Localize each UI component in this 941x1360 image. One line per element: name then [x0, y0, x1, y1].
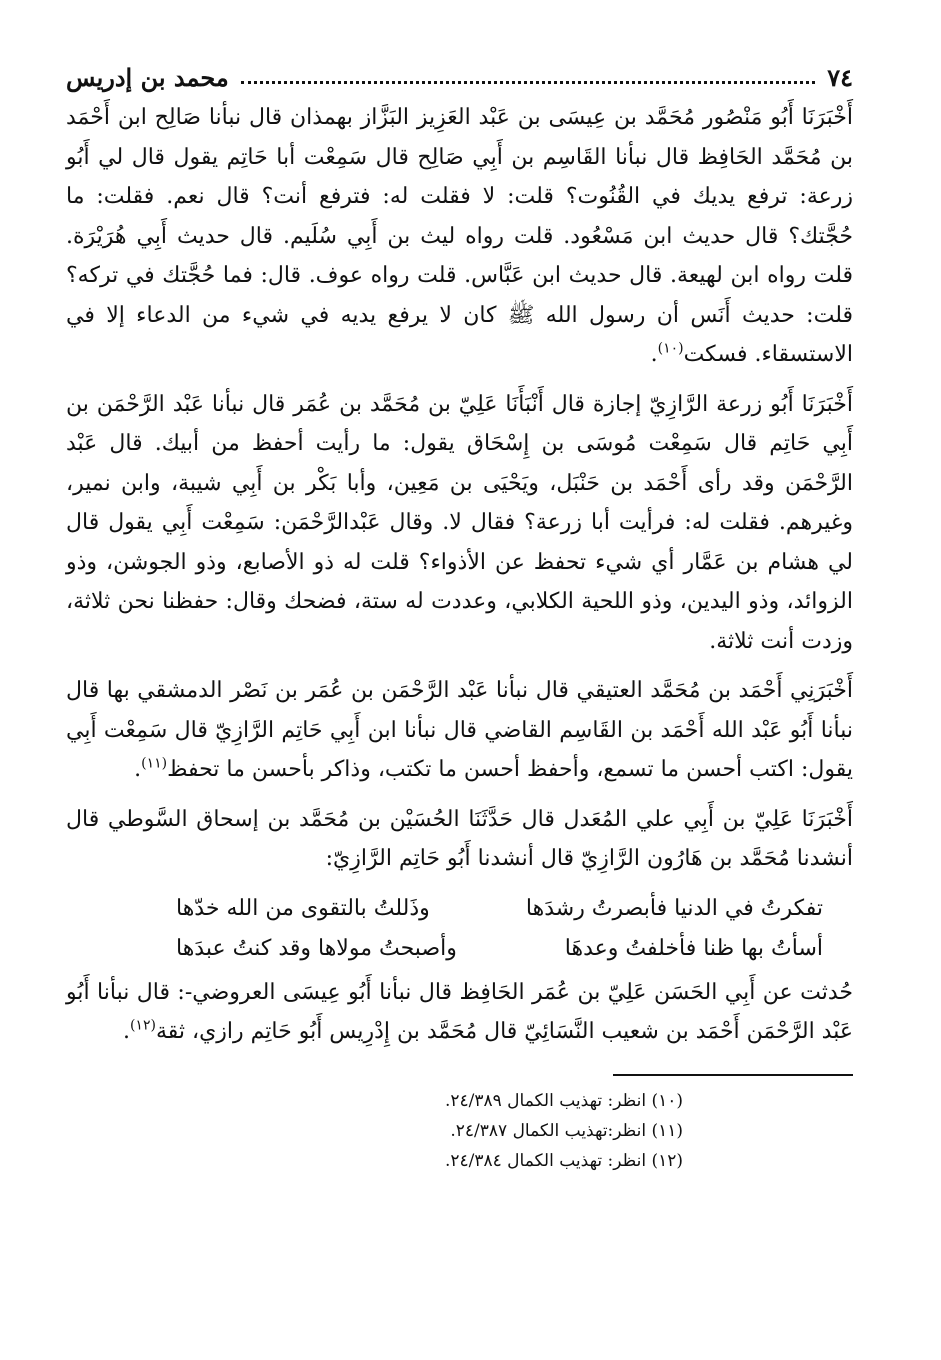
footnote-11: (١١) انظر:تهذيب الكمال ٢٤/٣٨٧. — [450, 1120, 683, 1141]
verse-second-hemistich: وأصبحتُ مولاها وقد كنتُ عبدَها — [176, 935, 457, 961]
footnote-10: (١٠) انظر: تهذيب الكمال ٢٤/٣٨٩. — [444, 1090, 683, 1111]
paragraph-end: . — [650, 342, 658, 367]
verse-first-hemistich: أسأتُ بها ظنا فأخلفتُ وعدهَا — [564, 935, 823, 961]
paragraph-text: أَخْبَرَنَا أَبُو مَنْصُور مُحَمَّد بن عِيسَى بن عَبْد العَزِيز البَزَّاز بهمذان قال نبأنا صَالِح ابن أَحْمَد بن مُحَمَّد الحَافِظ قال نبأنا القَاسِم بن أَبِي صَالِح قال سَمِعْت أبا حَاتِم يقول قال لي أَبُو زرعة: ترفع يديك في القُنُوت؟ قلت: لا فقلت له: فترفع أنت؟ قال نعم. فقلت: ما حُجَّتك؟ قال حديث ابن مَسْعُود. قلت رواه ليث بن أَبِي سُلَيم. قال حديث أَبِي هُرَيْرَة. قلت رواه ابن لهيعة. قال حديث ابن عَبَّاس. قلت رواه عوف. قال: فما حُجَّتك في تركه؟ قلت: حديث أَنَس أن رسول الله ﷺ كان لا يرفع يديه في شيء من الدعاء إلا في الاستسقاء. فسكت — [66, 105, 853, 367]
paragraph-end: . — [122, 1019, 130, 1044]
paragraph-text: حُدثت عن أَبِي الحَسَن عَلِيّ بن عُمَر الحَافِظ قال نبأنا أَبُو عِيسَى العروضي-: قال نبأنا أَبُو عَبْد الرَّحْمَن أَحْمَد بن شعيب النَّسَائِيّ قال مُحَمَّد بن إِدْرِيس أَبُو حَاتِم رازي، ثقة — [66, 979, 853, 1044]
footnote-ref-10[interactable]: (١٠) — [657, 340, 684, 357]
paragraph-text: أَخْبَرَنِي أَحْمَد بن مُحَمَّد العتيقي قال نبأنا عَبْد الرَّحْمَن بن عُمَر بن نَصْر الدمشقي بها قال نبأنا أَبُو عَبْد الله أَحْمَد بن القَاسِم القاضي قال نبأنا ابن أَبِي حَاتِم الرَّازِيّ قال سَمِعْت أَبِي يقول: اكتب أحسن ما تسمع، وأحفظ أحسن ما تكتب، وذاكر بأحسن ما تحفظ — [66, 678, 854, 782]
running-header — [66, 56, 853, 92]
paragraph-1 — [66, 98, 853, 375]
closing-paragraph — [66, 973, 853, 1052]
footnote-ref-11[interactable]: (١١) — [141, 755, 168, 772]
footnote-separator — [613, 1074, 853, 1076]
footnote-ref-12[interactable]: (١٢) — [129, 1017, 156, 1034]
paragraph-text: أَخْبَرَنَا عَلِيّ بن أَبِي علي المُعَدل قال حَدَّثَنَا الحُسَيْن بن مُحَمَّد بن إسحاق السَّوطي قال أنشدنا مُحَمَّد بن هَارُون الرَّازِيّ قال أنشدنا أَبُو حَاتِم الرَّازِيّ: — [66, 806, 853, 871]
poem — [66, 889, 853, 969]
verse-first-hemistich: تفكرتُ في الدنيا فأبصرتُ رشدَها — [525, 895, 823, 921]
verse-second-hemistich: وذَللتُ بالتقوى من الله خدّها — [176, 895, 430, 921]
paragraph-2 — [66, 385, 853, 662]
paragraph-text: أَخْبَرَنَا أَبُو زرعة الرَّازِيّ إجازة قال أَنْبَأَنَا عَلِيّ بن مُحَمَّد بن عُمَر قال نبأنا عَبْد الرَّحْمَن بن أَبِي حَاتِم قال سَمِعْت مُوسَى بن إِسْحَاق يقول: ما رأيت أحفظ من أبيك. قال عَبْد الرَّحْمَن وقد رأى أَحْمَد بن حَنْبَل، ويَحْيَى بن مَعِين، وأبا بَكْر بن أَبِي شيبة، وابن نمير، وغيرهم. فقلت له: فرأيت أبا زرعة؟ فقال لا. وقال عَبْدالرَّحْمَن: سَمِعْت أَبِي يقول قال لي هشام بن عَمَّار أي شيء تحفظ عن الأذواء؟ قلت له ذو الأصابع، وذو الجوشن، وذو الزوائد، وذو اليدين، وذو اللحية الكلابي، وعددت له ستة، فضحك وقال: حفظنا نحن ثلاثة، وزدت أنت ثلاثة. — [66, 391, 853, 654]
header-title: محمد بن إدريس — [66, 63, 229, 92]
paragraph-4 — [66, 800, 853, 879]
paragraph-3 — [66, 671, 853, 790]
poem-verse — [66, 929, 853, 969]
footnote-12: (١٢) انظر: تهذيب الكمال ٢٤/٣٨٤. — [444, 1150, 683, 1171]
page-number: ٧٤ — [827, 63, 853, 92]
paragraph-end: . — [134, 757, 142, 782]
footnotes — [66, 1086, 853, 1176]
poem-verse — [66, 889, 853, 929]
header-dotted-leader — [241, 81, 816, 84]
